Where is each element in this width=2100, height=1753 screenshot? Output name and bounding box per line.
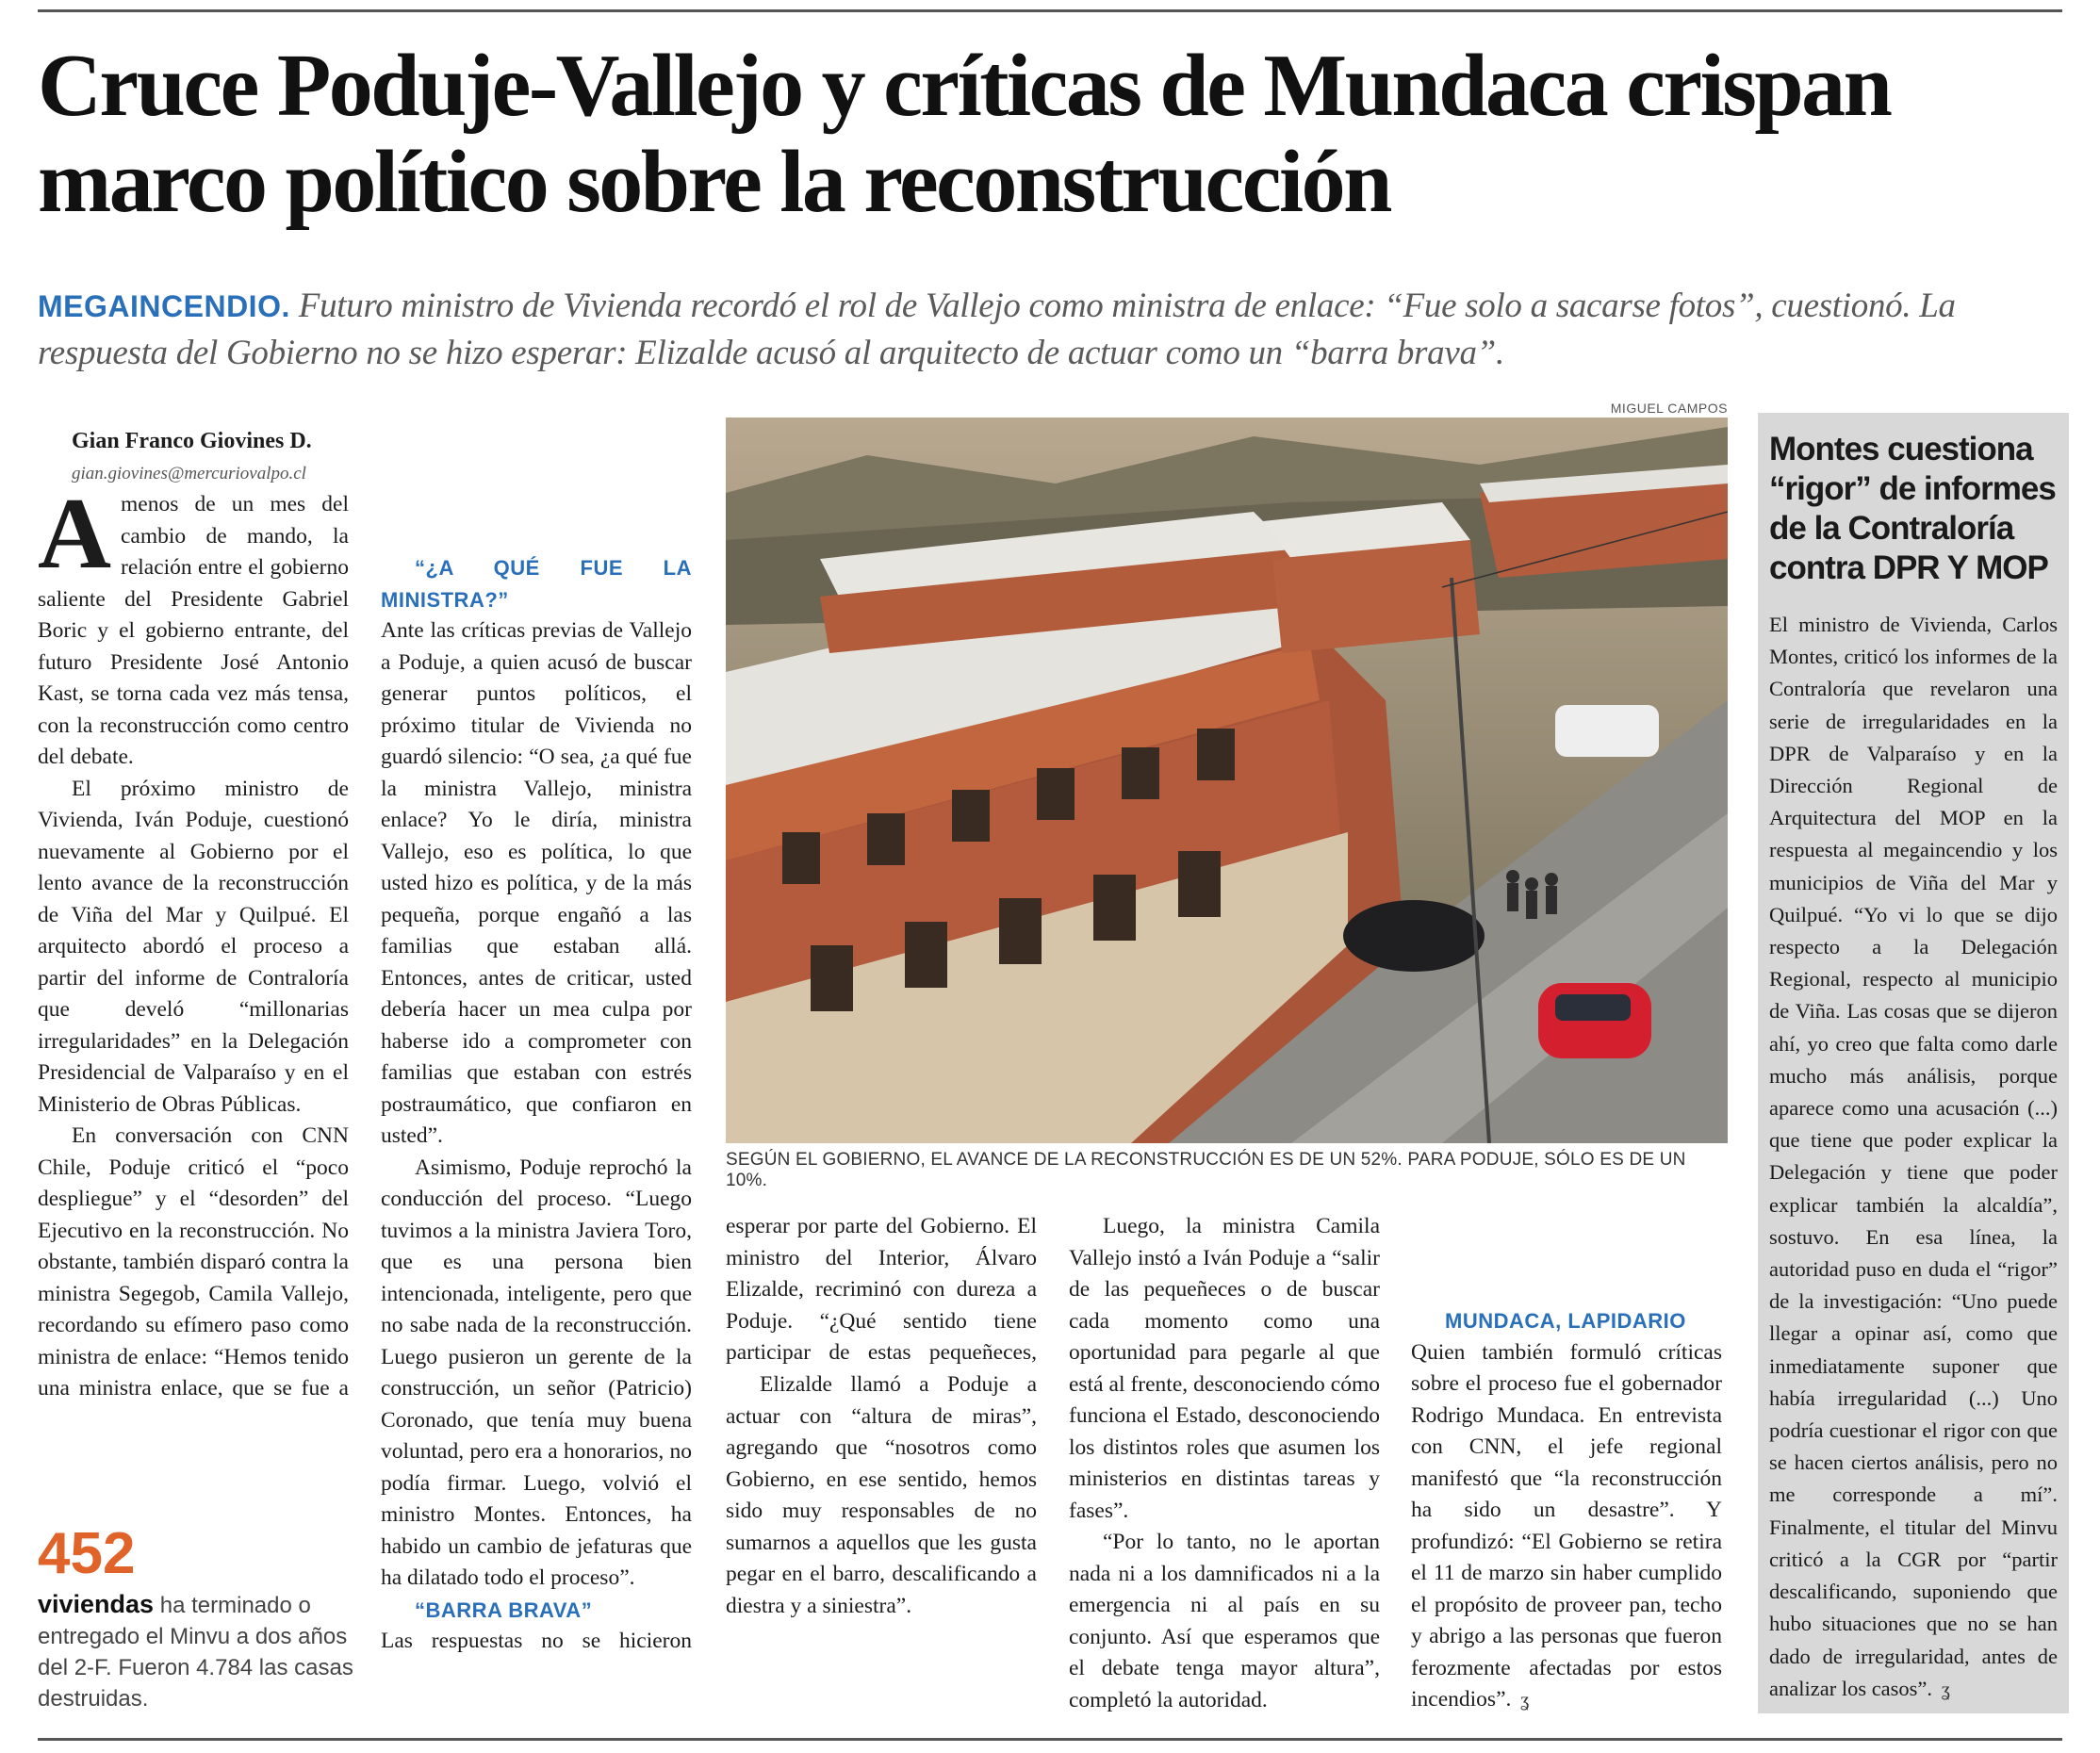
headline: Cruce Poduje-Vallejo y críticas de Mundaca crispan marco político sobre la reconstrucción xyxy=(38,37,1891,231)
sidebar-end-mark: ʓ xyxy=(1942,1679,1950,1700)
bottom-rule xyxy=(38,1738,2062,1741)
column-1 xyxy=(38,426,349,1399)
photo-caption: SEGÚN EL GOBIERNO, EL AVANCE DE LA RECONSTRUCCIÓN ES DE UN 52%. PARA PODUJE, SÓLO ES DE UN 10%. xyxy=(726,1150,1686,1190)
deck-text: Futuro ministro de Vivienda recordó el rol de Vallejo como ministra de enlace: “Fue solo a sacarse fotos”, cuestionó. La respuesta del Gobierno no se hizo esperar: Elizalde acusó al arquitecto de actuar como un “barra brava”. xyxy=(38,287,1956,372)
end-mark: ʓ xyxy=(1520,1690,1530,1711)
sidebar-text: El ministro de Vivienda, Carlos Montes, criticó los informes de la Contraloría que revelaron una serie de irregularidades en la DPR de Valparaíso y en la Dirección Regional de Arquitectura del MOP en la respuesta al megaincendio y los municipios de Viña del Mar y Quilpué. “Yo vi lo que se dijo respecto a la Delegación Regional, respecto al municipio de Viña. Las cosas que se dijeron ahí, yo creo que falta como darle mucho más análisis, porque aparece como una acusación (...) que tiene que poder explicar la Delegación y tiene que poder explicar también la alcaldía”, sostuvo. En esa línea, la autoridad puso en duda el “rigor” de la investigación: “Uno puede llegar a opinar así, como que inmediatamente suponer que había irregularidad (...) Uno podría cuestionar el rigor con que se hacen ciertos análisis, pero no me corresponde a mí”. Finalmente, el titular del Minvu criticó a la CGR por “partir descalificando, suponiendo que hubo situaciones que no se han dado de irregularidad, antes de analizar los casos”. ʓ xyxy=(1769,613,2058,1700)
paragraph-10: Quien también formuló críticas sobre el proceso fue el gobernador Rodrigo Mundaca. En entrevista con CNN, el jefe regional manifestó que “la reconstrucción ha sido un desastre”. Y profundizó: “El Gobierno se retira el 11 de marzo sin haber cumplido el propósito de proveer pan, techo y abrigo a las personas que fueron ferozmente afectadas por estos incendios”. ʓ xyxy=(1411,1339,1722,1712)
subhead-ministra: “¿A QUÉ FUE LA MINISTRA?” xyxy=(381,556,692,612)
stat-box xyxy=(38,1521,358,1714)
paragraph-6-start: Las respuestas no se hicieron xyxy=(381,1629,692,1653)
photo-houses xyxy=(726,418,1728,1143)
paragraph-5: Asimismo, Poduje reprochó la conducción del proceso. “Luego tuvimos a la ministra Javiera Toro, que es una persona bien intencionada, inteligente, pero que no sabe nada de la reconstrucción. Luego pusieron un gerente de la construcción, un señor (Patricio) Coronado, que tenía muy buena voluntad, pero era a honorarios, no podía firmar. Luego, volvió el ministro Montes. Entonces, ha habido un cambio de jefaturas que ha dilatado todo el proceso”. xyxy=(381,1155,692,1590)
column-3 xyxy=(726,1211,1037,1622)
deck xyxy=(38,283,2064,377)
column-4 xyxy=(1069,1211,1380,1716)
paragraph-1: Amenos de un mes del cambio de mando, la relación entre el gobierno saliente del Presidente Gabriel Boric y el gobierno entrante, del futuro Presidente José Antonio Kast, se torna cada vez más tensa, con la reconstrucción como centro del debate. xyxy=(38,478,349,769)
dropcap: A xyxy=(38,478,111,590)
column-2 xyxy=(381,426,692,1708)
stat-number: 452 xyxy=(38,1521,136,1586)
byline-author: Gian Franco Giovines D. xyxy=(72,429,312,453)
paragraph-4: Ante las críticas previas de Vallejo a Poduje, a quien acusó de buscar generar puntos políticos, el próximo titular de Vivienda no guardó silencio: “O sea, ¿a qué fue la ministra Vallejo, ministra enlace? Yo le diría, ministra Vallejo, eso es política, lo que usted hizo es política, y de la más pequeña, porque engañó a las familias que estaban allá. Entonces, antes de criticar, usted debería hacer un mea culpa por haberse ido a comprometer con familias que estaban con estrés postraumático, que confiaron en usted”. xyxy=(381,618,692,1148)
column-5 xyxy=(1411,1211,1722,1717)
byline-email: gian.giovines@mercuriovalpo.cl xyxy=(72,463,306,483)
paragraph-3-continued xyxy=(381,426,692,552)
top-rule xyxy=(38,9,2062,12)
paragraph-2: El próximo ministro de Vivienda, Iván Poduje, cuestionó nuevamente al Gobierno por el lento avance de la reconstrucción de Viña del Mar y Quilpué. El arquitecto abordó el proceso a partir del informe de Contraloría que develó “millonarias irregularidades” en la Delegación Presidencial de Valparaíso y en el Ministerio de Obras Públicas. xyxy=(38,776,349,1117)
paragraph-7: Elizalde llamó a Poduje a actuar con “altura de miras”, agregando que “nosotros como Gobierno, en ese sentido, hemos sido muy responsables de no sumarnos a aquellos que les gusta pegar en el barro, descalificando a diestra y a siniestra”. xyxy=(726,1372,1037,1618)
sidebar-box xyxy=(1758,413,2069,1713)
subhead-mundaca: MUNDACA, LAPIDARIO xyxy=(1445,1309,1686,1333)
deck-kicker: MEGAINCENDIO. xyxy=(38,289,290,323)
stat-text: viviendas ha terminado o entregado el Minvu a dos años del 2-F. Fueron 4.784 las casas destruidas. xyxy=(38,1590,353,1712)
subhead-barra-brava: “BARRA BRAVA” xyxy=(415,1597,593,1622)
paragraph-8: Luego, la ministra Camila Vallejo instó a Iván Poduje a “salir de las pequeñeces o de buscar cada momento como una oportunidad para pegarle al que está al frente, desconociendo cómo funciona el Estado, desconociendo los distintos roles que asumen los ministerios en distintas tareas y fases”. xyxy=(1069,1214,1380,1523)
sidebar-title: Montes cuestiona “rigor” de informes de la Contraloría contra DPR Y MOP xyxy=(1769,431,2056,586)
paragraph-3: En conversación con CNN Chile, Poduje criticó el “poco despliegue” y el “desorden” del Ejecutivo en la reconstrucción. No obstante, también disparó contra la ministra Segegob, Camila Vallejo, recordando su efímero paso como ministra de enlace: “Hemos tenido una ministra enlace, que se fue a xyxy=(38,1123,349,1399)
photo-credit: MIGUEL CAMPOS xyxy=(1610,401,1728,416)
photo-illustration xyxy=(726,418,1728,1143)
paragraph-9: “Por lo tanto, no le aportan nada ni a los damnificados ni a la emergencia ni al país en su conjunto. Así que esperamos que el debate tenga mayor altura”, completó la autoridad. xyxy=(1069,1530,1380,1712)
paragraph-6: esperar por parte del Gobierno. El ministro del Interior, Álvaro Elizalde, recriminó con dureza a Poduje. “¿Qué sentido tiene participar de estas pequeñeces, xyxy=(726,1214,1037,1365)
